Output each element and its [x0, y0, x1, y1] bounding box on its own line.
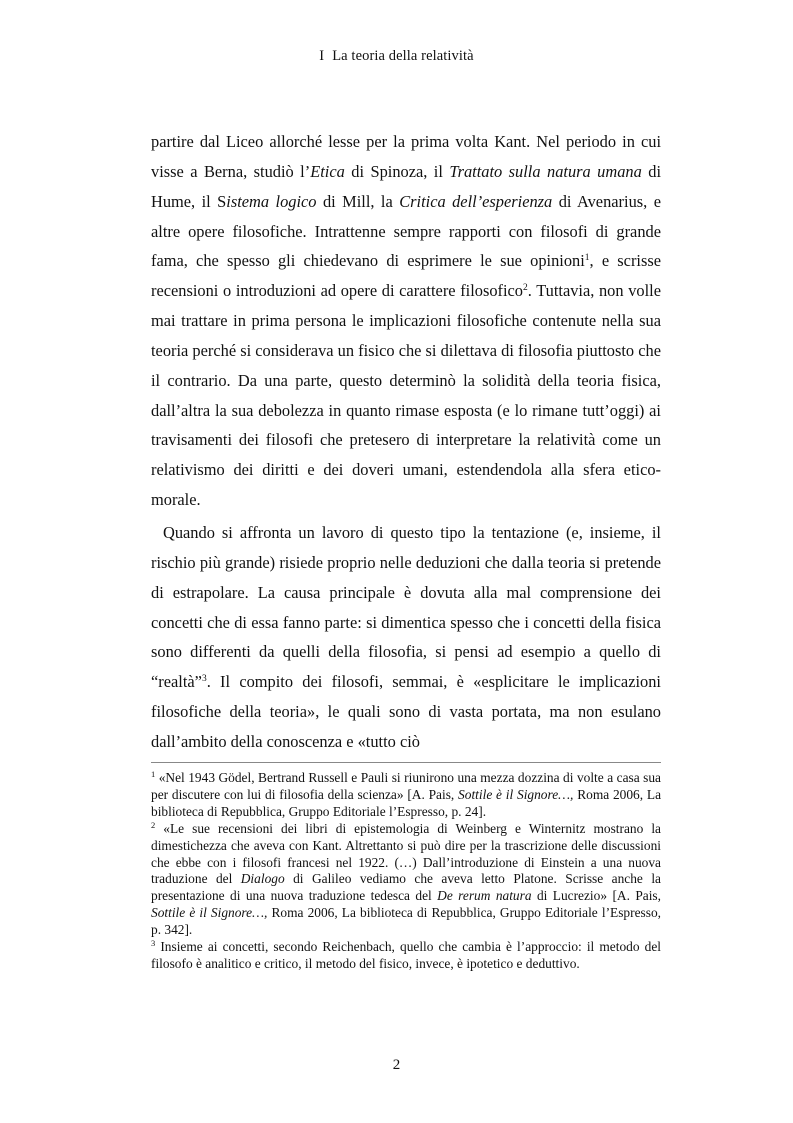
- body-text: [151, 127, 661, 757]
- title-etica: Etica: [310, 161, 345, 181]
- running-header: [0, 48, 793, 65]
- footnote-number: 2: [151, 819, 156, 830]
- footnote-2: $^2$ «Le sue recensioni dei libri di epistemologia di Weinberg e Winternitz mostrano la dimestichezza che aveva con Kant. Altrettanto si può dire per la trascrizione delle discussioni che ebbe con i filosofi francesi nel 1922. (…) Dall’introduzione di Einstein a una nuova traduzione del Dialogo di Galileo vediamo che aveva letto Platone. Scrisse anche la presentazione di una nuova traduzione tedesca del De rerum natura di Lucrezio» [A. Pais, Sottile è il Signore…, Roma 2006, La biblioteca di Repubblica, Gruppo Editoriale l’Espresso, p. 342].: [151, 819, 661, 938]
- title-trattato: Trattato sulla natura umana: [449, 161, 642, 181]
- chapter-number: I: [319, 48, 325, 64]
- paragraph-1: partire dal Liceo allorché lesse per la prima volta Kant. Nel periodo in cui visse a Berna, studiò l’Etica di Spinoza, il Trattato sulla natura umana di Hume, il Sistema logico di Mill, la Critica dell’esperienza di Avenarius, e altre opere filosofiche. Intrattenne sempre rapporti con filosofi di grande fama, che spesso gli chiedevano di esprimere le sue opinioni$^1$, e scrisse recensioni o introduzioni ad opere di carattere filosofico$^2$. Tuttavia, non volle mai trattare in prima persona le implicazioni filosofiche contenute nella sua teoria perché si considerava un fisico che si dilettava di filosofia piuttosto che il contrario. Da una parte, questo determinò la solidità della teoria fisica, dall’altra la sua debolezza in quanto rimase esposta (e lo rimane tutt’oggi) ai travisamenti dei filosofi che pretesero di interpretare la relatività come un relativismo dei diritti e dei doveri umani, estendendola alla sfera etico-morale.: [151, 132, 662, 510]
- footnotes: [151, 770, 661, 973]
- footnote-ref-1[interactable]: 1: [584, 253, 590, 264]
- title-sistema-logico: istema logico: [226, 191, 317, 211]
- footnote-ref-2[interactable]: 2: [523, 283, 528, 294]
- footnote-number: 3: [151, 938, 156, 949]
- footnote-number: 1: [151, 769, 156, 779]
- chapter-title: La teoria della relatività: [332, 48, 474, 64]
- page-number: 2: [392, 1057, 401, 1073]
- footnote-ref-3[interactable]: 3: [201, 674, 207, 685]
- footnote-1: $^1$ «Nel 1943 Gödel, Bertrand Russell e Pauli si riunirono una mezza dozzina di volte a casa sua per discutere con lui di filosofia della scienza» [A. Pais, Sottile è il Signore…, Roma 2006, La biblioteca di Repubblica, Gruppo Editoriale l’Espresso, p. 24].: [151, 769, 662, 819]
- footnote-divider: [151, 762, 661, 763]
- footnote-3: $^3$ Insieme ai concetti, secondo Reichenbach, quello che cambia è l’approccio: il metodo del filosofo è analitico e critico, il metodo del fisico, invece, è ipotetico e deduttivo.: [151, 938, 661, 971]
- paragraph-2: Quando si affronta un lavoro di questo tipo la tentazione (e, insieme, il rischio più grande) risiede proprio nelle deduzioni che dalla teoria si pretende di estrapolare. La causa principale è dovuta alla mal comprensione dei concetti che di essa fanno parte: si dimentica spesso che i concetti della fisica sono differenti da quelli della filosofia, si pensi ad esempio a quello di “realtà”$^3$. Il compito dei filosofi, semmai, è «esplicitare le implicazioni filosofiche della teoria», le quali sono di vasta portata, ma non esulano dall’ambito della conoscenza e «tutto ciò: [151, 522, 661, 751]
- title-critica: Critica dell’esperienza: [399, 191, 553, 211]
